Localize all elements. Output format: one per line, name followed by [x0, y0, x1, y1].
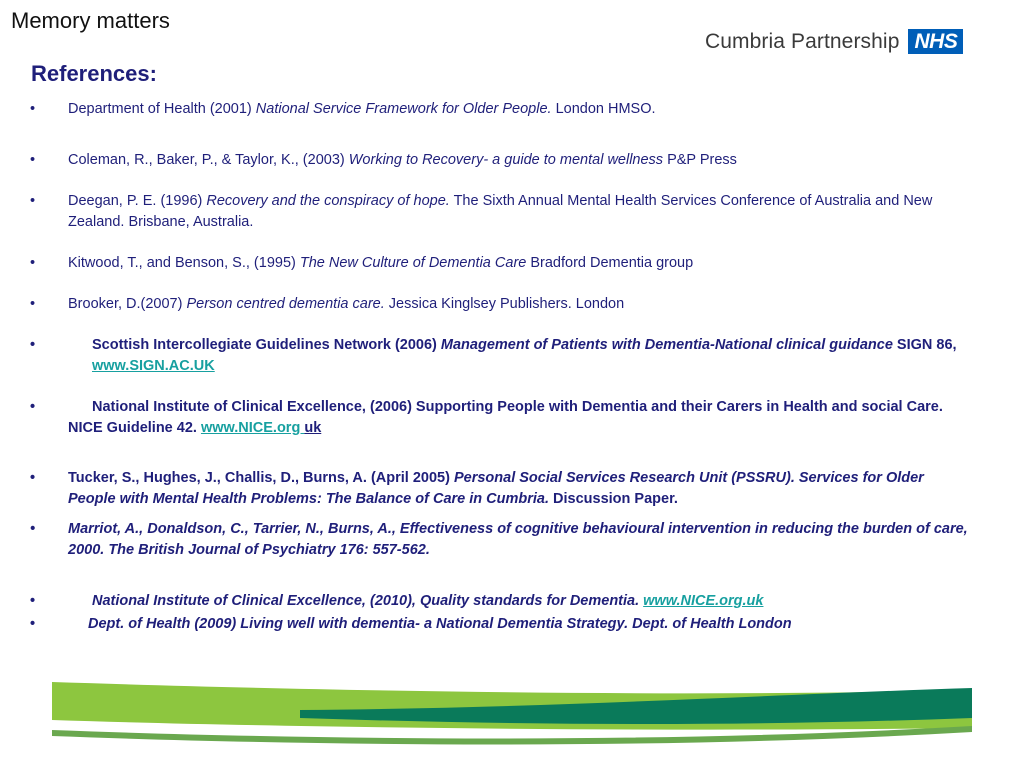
reference-item: • National Institute of Clinical Excellence, (2006) Supporting People with Dementia and their Carers in Health and social Care. NICE Guideline 42. www.NICE.org uk — [30, 399, 943, 436]
nhs-logo-badge: NHS — [908, 29, 963, 54]
organisation-name: Cumbria Partnership — [705, 29, 900, 53]
bullet-icon: • — [30, 296, 36, 312]
reference-item: • Deegan, P. E. (1996) Recovery and the conspiracy of hope. The Sixth Annual Mental Health Services Conference of Australia and New Zealand. Brisbane, Australia. — [30, 193, 933, 230]
bullet-icon: • — [30, 255, 36, 271]
reference-item: • Dept. of Health (2009) Living well with dementia- a National Dementia Strategy. Dept. of Health London — [68, 614, 968, 635]
bullet-icon: • — [30, 399, 36, 415]
bullet-icon: • — [30, 470, 36, 486]
reference-item: • Marriot, A., Donaldson, C., Tarrier, N., Burns, A., Effectiveness of cognitive behavioural intervention in reducing the burden of care, 2000. The British Journal of Psychiatry 176: 557-562. — [30, 521, 968, 558]
reference-item: • Kitwood, T., and Benson, S., (1995) The New Culture of Dementia Care Bradford Dementia group — [68, 253, 968, 274]
organisation-logo — [705, 29, 963, 54]
reference-item: • National Institute of Clinical Excellence, (2010), Quality standards for Dementia. www.NICE.org.uk — [68, 591, 968, 612]
bullet-icon: • — [30, 616, 36, 632]
sign-website-link[interactable]: www.SIGN.AC.UK — [92, 358, 215, 374]
bullet-icon: • — [30, 337, 36, 353]
bullet-icon: • — [30, 101, 36, 117]
bullet-icon: • — [30, 193, 36, 209]
reference-item: • Coleman, R., Baker, P., & Taylor, K., (2003) Working to Recovery- a guide to mental wellness P&P Press — [68, 150, 968, 171]
bullet-icon: • — [30, 593, 36, 609]
bullet-icon: • — [30, 521, 36, 537]
references-heading: References: — [31, 61, 157, 86]
page-title: Memory matters — [11, 8, 170, 33]
decorative-wave-banner — [0, 670, 1024, 768]
bullet-icon: • — [30, 152, 36, 168]
reference-item: • Brooker, D.(2007) Person centred dementia care. Jessica Kinglsey Publishers. London — [68, 294, 968, 315]
reference-item: • Department of Health (2001) National Service Framework for Older People. London HMSO. — [68, 99, 968, 120]
reference-item: • Tucker, S., Hughes, J., Challis, D., Burns, A. (April 2005) Personal Social Services Research Unit (PSSRU). Services for Older People with Mental Health Problems: The Balance of Care in Cumbria. Discussion Paper. — [30, 470, 924, 507]
nice-quality-standards-link[interactable]: www.NICE.org.uk — [643, 593, 764, 609]
nice-website-link[interactable]: www.NICE.org — [200, 420, 305, 436]
reference-item: • Scottish Intercollegiate Guidelines Network (2006) Management of Patients with Dementia-National clinical guidance SIGN 86,www.SIGN.AC.UK — [30, 337, 957, 374]
